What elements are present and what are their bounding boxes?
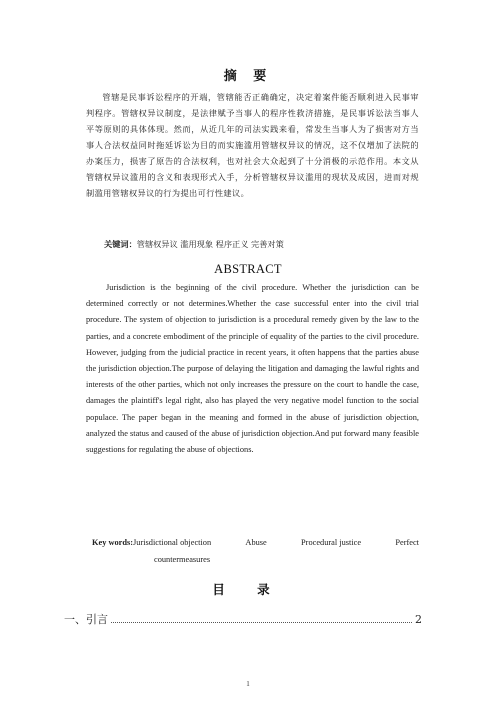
keyword-en-3: Procedural justice [301,538,362,547]
abstract-en-title: ABSTRACT [214,262,282,276]
toc-entry[interactable] [64,611,422,627]
keywords-en [92,534,419,568]
keywords-cn-text: 管辖权异议 滥用现象 程序正义 完善对策 [136,239,284,249]
abstract-cn-body: 管辖是民事诉讼程序的开端，管辖能否正确确定，决定着案件能否顺利进入民事审判程序。管辖权异议制度，是法律赋予当事人的程序性救济措施，是民事诉讼法当事人平等原则的具体体现。然而，从近几年的司法实践来看，常发生当事人为了损害对方当事人合法权益同时拖延诉讼为目的而实施滥用管辖权异议的情况，这不仅增加了法院的办案压力，损害了原告的合法权利，也对社会大众起到了十分消极的示范作用。本文从管辖权异议滥用的含义和表现形式入手，分析管辖权异议滥用的现状及成因，进而对规制滥用管辖权异议的行为提出可行性建议。 [86,92,419,198]
toc-entry-label: 一、引言 [64,613,108,626]
toc-title: 目 录 [212,582,284,597]
keywords-cn-label: 关键词： [104,239,137,249]
toc-leader-dots [111,621,412,623]
page-number: 1 [246,680,250,688]
keywords-en-label: Key words: [92,538,134,547]
keyword-en-4: Perfect [395,538,419,547]
abstract-en-body: Jurisdiction is the beginning of the civil procedure. Whether the jurisdiction can be determined correctly or not determines.Whether the case successful enter into the civil trial procedure. The system of objection to jurisdiction is a procedural remedy given by the law to the parties, and a concrete embodiment of the principle of equality of the parties to the civil procedure. However, judging from the judicial practice in recent years, it often happens that the parties abuse the jurisdiction objection.The purpose of delaying the litigation and damaging the lawful rights and interests of the other parties, which not only increases the pressure on the court to handle the case, damages the plaintiff's legal right, also has played the very negative model function to the social populace. The paper began in the meaning and formed in the abuse of jurisdiction objection, analyzed the status and caused of the abuse of jurisdiction objection.And put forward many feasible suggestions for regulating the abuse of objections. [86,283,419,455]
keywords-cn [104,239,284,250]
toc-entry-page: 2 [415,613,422,626]
keyword-en-4-cont: countermeasures [154,555,211,564]
abstract-cn-title: 摘 要 [223,69,273,84]
keyword-en-1: Jurisdictional objection [133,538,212,547]
keyword-en-2: Abuse [245,538,267,547]
